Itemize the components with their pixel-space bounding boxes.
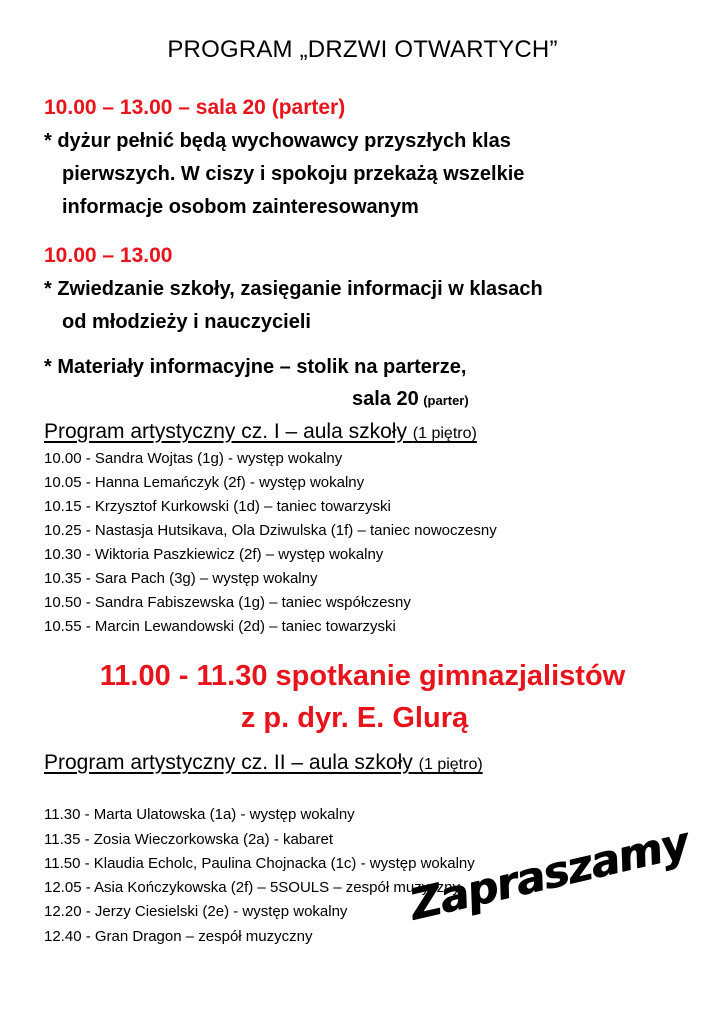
part1-header [44,420,477,444]
part1-entry: 10.05 - Hanna Lemańczyk (2f) - występ wokalny [44,474,365,491]
part1-entry: 10.30 - Wiktoria Paszkiewicz (2f) – występ wokalny [44,546,384,563]
block1-line-2: pierwszych. W ciszy i spokoju przekażą wszelkie [62,163,525,185]
block3-sala [352,388,469,411]
block2-line-1: * Zwiedzanie szkoły, zasięganie informacji w klasach [44,278,543,300]
part1-entry: 10.55 - Marcin Lewandowski (2d) – taniec towarzyski [44,618,396,635]
part2-entry: 11.50 - Klaudia Echolc, Paulina Chojnacka (1c) - występ wokalny [44,855,475,872]
part1-entry: 10.15 - Krzysztof Kurkowski (1d) – taniec towarzyski [44,498,391,515]
block2-line-2: od młodzieży i nauczycieli [62,311,311,333]
part1-entry: 10.50 - Sandra Fabiszewska (1g) – taniec współczesny [44,594,411,611]
part2-entry: 12.20 - Jerzy Ciesielski (2e) - występ wokalny [44,903,348,920]
part1-entry: 10.35 - Sara Pach (3g) – występ wokalny [44,570,318,587]
block1-time: 10.00 – 13.00 – sala 20 (parter) [44,96,346,119]
sala-label: sala 20 [352,388,419,410]
sala-note: (parter) [423,393,469,408]
part2-entry: 11.35 - Zosia Wieczorkowska (2a) - kabaret [44,831,333,848]
part2-header-note: (1 piętro) [418,756,483,773]
meeting-line-1: 11.00 - 11.30 spotkanie gimnazjalistów [99,660,626,692]
part2-entry: 11.30 - Marta Ulatowska (1a) - występ wokalny [44,806,355,823]
part2-entry: 12.40 - Gran Dragon – zespół muzyczny [44,928,313,945]
part1-header-note: (1 piętro) [412,425,477,442]
part2-header [44,751,483,775]
part1-entry: 10.25 - Nastasja Hutsikava, Ola Dziwulska (1f) – taniec nowoczesny [44,522,497,539]
closing-zapraszamy: Zapraszamy [405,818,693,931]
block2-time: 10.00 – 13.00 [44,244,173,267]
part1-entry: 10.00 - Sandra Wojtas (1g) - występ wokalny [44,450,343,467]
block1-line-1: * dyżur pełnić będą wychowawcy przyszłych klas [44,130,511,152]
page-title: PROGRAM „DRZWI OTWARTYCH” [167,36,558,63]
part2-header-text: Program artystyczny cz. II – aula szkoły [44,751,413,774]
part1-header-text: Program artystyczny cz. I – aula szkoły [44,420,407,443]
block1-line-3: informacje osobom zainteresowanym [62,196,419,218]
meeting-line-2: z p. dyr. E. Glurą [240,702,469,734]
part2-entry: 12.05 - Asia Kończykowska (2f) – 5SOULS – zespół muzyczny [44,879,461,896]
block3-line: * Materiały informacyjne – stolik na parterze, [44,356,467,378]
